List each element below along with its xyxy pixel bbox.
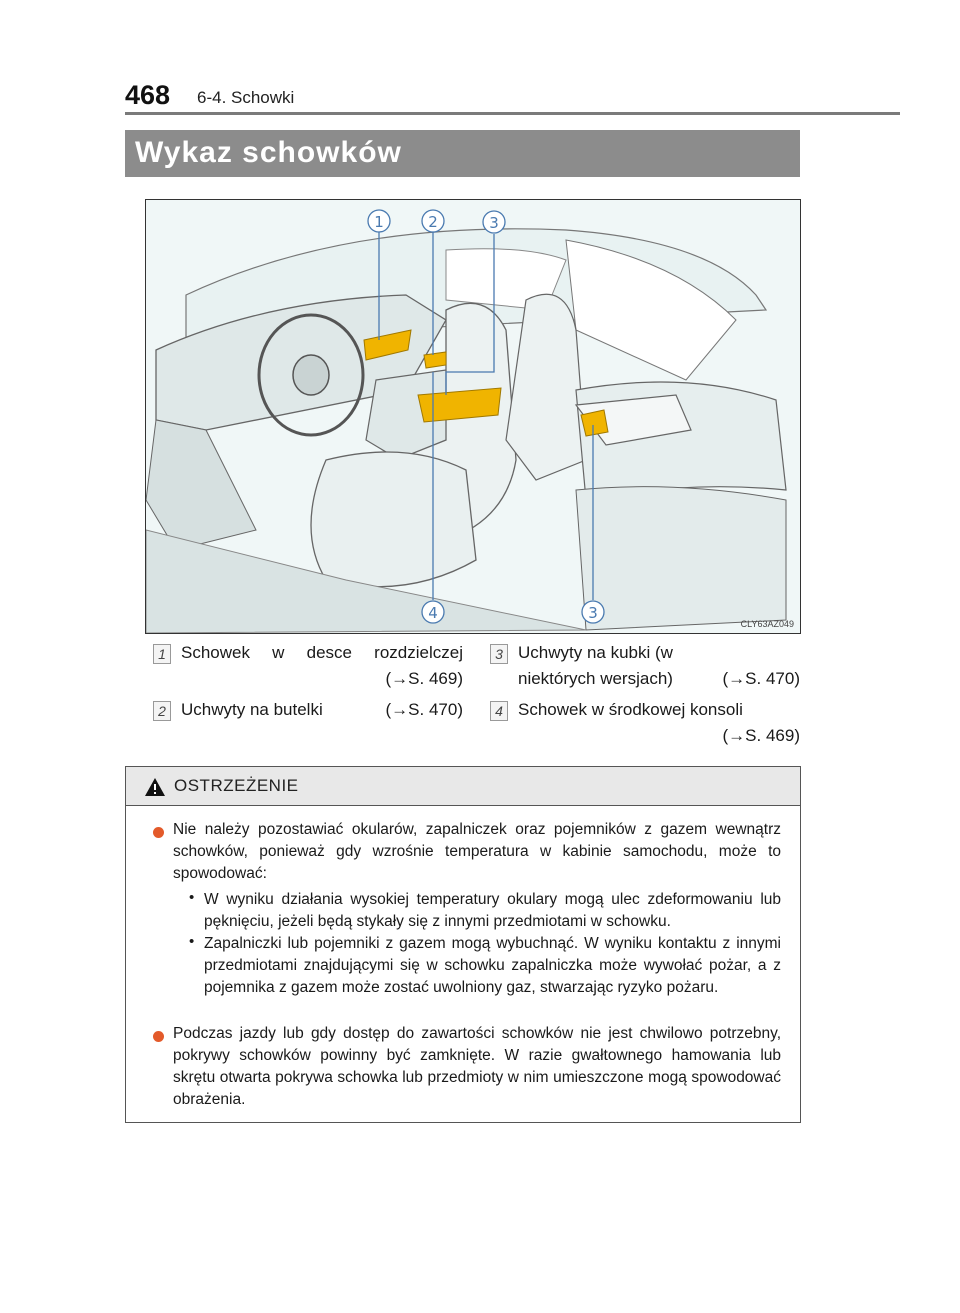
warning-title: OSTRZEŻENIE bbox=[174, 776, 299, 795]
interior-figure bbox=[145, 199, 801, 634]
callout-1: 1 bbox=[374, 213, 384, 231]
legend-ref-1: (→S. 469) bbox=[385, 669, 463, 688]
car-interior-illustration bbox=[146, 200, 800, 633]
legend-text-3: Uchwyty na kubki (w niektórych wersjach) bbox=[518, 643, 673, 688]
warning-subpoint-2: Zapalniczki lub pojemniki z gazem mogą wybuchnąć. W wyniku kontaktu z innymi przedmiotami znajdującymi się w schowku zapalniczka może wywołać pożar, a z pojemnika z gazem może zostać uwolniony gaz, stwarzając ryzyko pożaru. bbox=[204, 935, 781, 996]
page-number: 468 bbox=[125, 80, 171, 110]
warning-triangle-icon bbox=[144, 777, 166, 797]
bottle-holder-highlight bbox=[424, 352, 446, 368]
section-path: 6-4. Schowki bbox=[197, 88, 295, 107]
legend-num-2: 2 bbox=[153, 701, 171, 721]
title-bar bbox=[125, 130, 800, 177]
legend-ref-4: (→S. 469) bbox=[722, 726, 800, 745]
legend-num-4: 4 bbox=[490, 701, 508, 721]
legend-num-3: 3 bbox=[490, 644, 508, 664]
page-header bbox=[125, 78, 900, 114]
legend-item-2 bbox=[181, 697, 463, 723]
warning-subpoint-1: W wyniku działania wysokiej temperatury okulary mogą ulec zdeformowaniu lub pęknięciu, jeżeli będą stykały się z innymi przedmiotami w schowku. bbox=[204, 891, 781, 930]
sub-bullet-icon: • bbox=[189, 889, 195, 906]
bullet-icon bbox=[153, 1031, 164, 1042]
rear-cup-holder-highlight bbox=[581, 410, 608, 436]
legend-ref-3: (→S. 470) bbox=[722, 669, 800, 688]
bullet-icon bbox=[153, 827, 164, 838]
callout-4: 4 bbox=[428, 604, 438, 622]
sub-bullet-icon: • bbox=[189, 933, 195, 950]
legend-item-3 bbox=[518, 640, 800, 692]
legend-item-4 bbox=[518, 697, 800, 749]
header-rule bbox=[125, 112, 900, 115]
callout-2: 2 bbox=[428, 213, 438, 231]
warning-paragraph-2: Podczas jazdy lub gdy dostęp do zawartości schowków nie jest chwilowo potrzebny, pokrywy schowków powinny być zamknięte. W razie gwałtownego hamowania lub skrętu otwarta pokrywa schowka lub przedmioty w nim umieszczone mogą spowodować obrażenia. bbox=[173, 1025, 781, 1108]
page-title: Wykaz schowków bbox=[135, 136, 402, 169]
legend-text-4: Schowek w środkowej konsoli bbox=[518, 700, 743, 719]
figure-code: CLY63AZ049 bbox=[740, 619, 794, 629]
legend-ref-2: (→S. 470) bbox=[385, 700, 463, 719]
legend-text-2: Uchwyty na butelki bbox=[181, 700, 323, 719]
warning-box bbox=[125, 766, 801, 1123]
callout-3-bottom: 3 bbox=[588, 604, 598, 622]
legend-text-1: Schowek w desce rozdzielczej bbox=[181, 643, 463, 662]
legend-num-1: 1 bbox=[153, 644, 171, 664]
legend-item-1 bbox=[181, 640, 463, 692]
callout-3-top: 3 bbox=[489, 214, 499, 232]
warning-header bbox=[126, 767, 800, 806]
warning-paragraph-1: Nie należy pozostawiać okularów, zapalniczek oraz pojemników z gazem wewnątrz schowków, ponieważ gdy wzrośnie temperatura w kabinie samochodu, może to spowodować: bbox=[173, 821, 781, 882]
